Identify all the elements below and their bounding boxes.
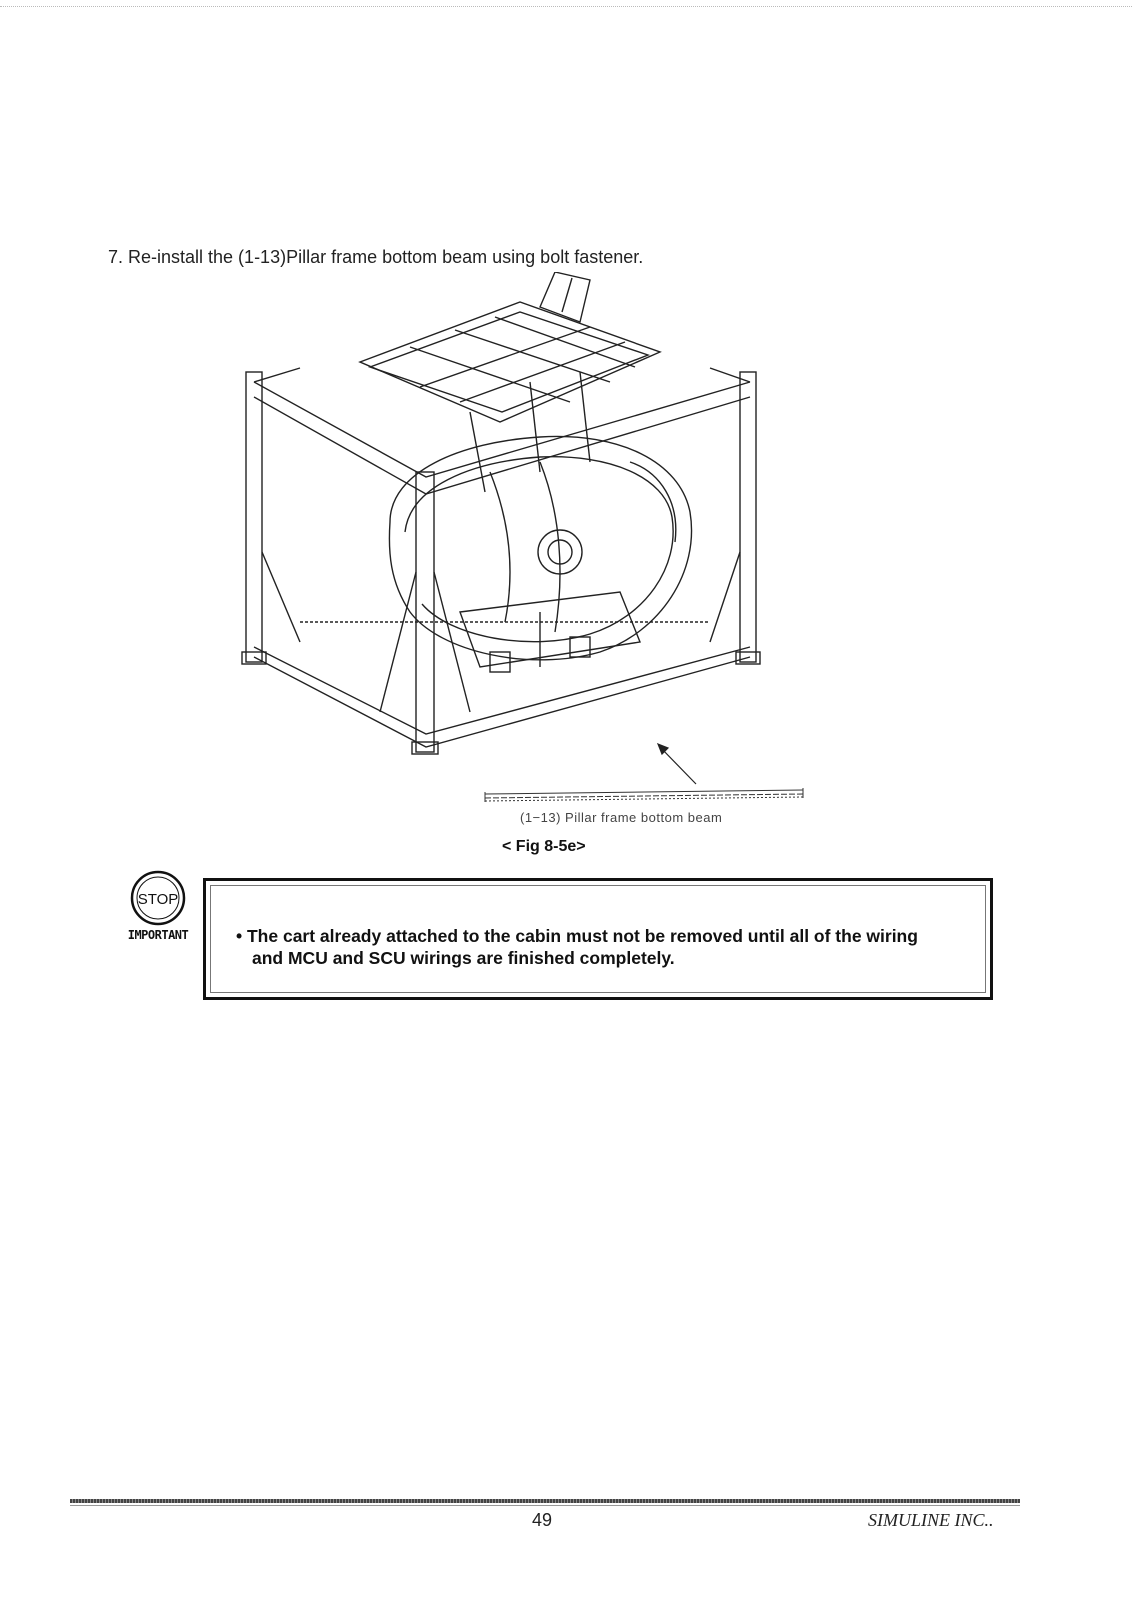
beam-part-label: (1−13) Pillar frame bottom beam [520,810,723,825]
notice-line-2: and MCU and SCU wirings are finished completely. [252,948,675,968]
footer-rule-thin [70,1505,1020,1506]
step-instruction: 7. Re-install the (1-13)Pillar frame bottom beam using bolt fastener. [108,247,644,267]
figure-caption: < Fig 8-5e> [502,838,586,855]
page-number: 49 [532,1510,553,1530]
important-label: IMPORTANT [127,928,189,942]
notice-line-1: • The cart already attached to the cabin must not be removed until all of the wiring [236,926,918,946]
stop-sign-icon [130,870,186,926]
stop-label: STOP [137,891,179,908]
company-name: SIMULINE INC.. [868,1510,994,1530]
top-border-rule [0,6,1132,7]
notice-text [236,925,976,969]
stop-important-badge [122,870,194,942]
warning-notice-box [203,878,993,1000]
figure-simulator-frame-drawing [240,272,820,802]
footer-rule [70,1499,1020,1503]
